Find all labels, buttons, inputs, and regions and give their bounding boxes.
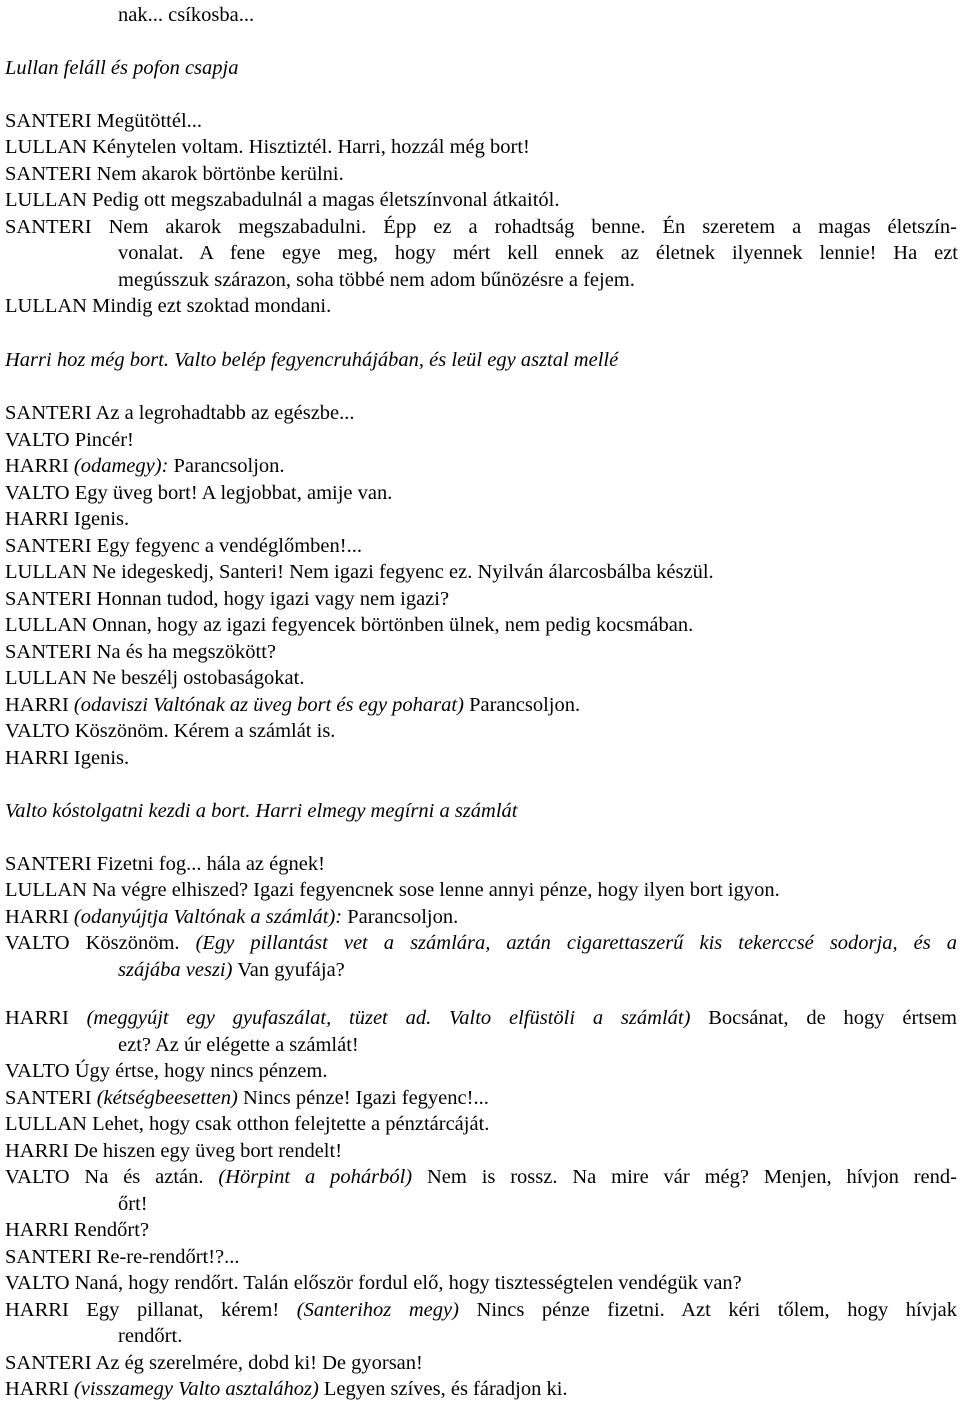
text-line bbox=[5, 55, 238, 81]
text-line bbox=[118, 1323, 182, 1349]
text-line bbox=[5, 480, 392, 506]
stage-direction: Valto kóstolgatni kezdi a bort. Harri elmegy megírni a számlát bbox=[5, 800, 518, 822]
stage-direction: Lullan feláll és pofon csapja bbox=[5, 57, 239, 79]
text-line bbox=[5, 161, 344, 187]
text-line bbox=[118, 240, 958, 266]
dialogue-text: VALTO Naná, hogy rendőrt. Talán először fordul elő, hogy tisztességtelen vendégük van? bbox=[5, 1272, 742, 1294]
dialogue-text: LULLAN Ne beszélj ostobaságokat. bbox=[5, 667, 305, 689]
dialogue-text: Parancsoljon. bbox=[463, 694, 581, 716]
stage-direction: (Hörpint a pohárból) bbox=[218, 1166, 413, 1188]
text-line bbox=[5, 347, 618, 373]
stage-direction: (meggyújt egy gyufaszálat, tüzet ad. Valto elfüstöli a számlát) bbox=[86, 1007, 691, 1029]
text-line bbox=[5, 1085, 489, 1111]
dialogue-text: HARRI bbox=[5, 1007, 87, 1029]
dialogue-text: SANTERI bbox=[5, 1087, 97, 1109]
text-line bbox=[5, 904, 458, 930]
dialogue-text: SANTERI Nem akarok megszabadulni. Épp ez a rohadtság benne. Én szeretem a magas életszín- bbox=[5, 216, 957, 238]
dialogue-text: LULLAN Mindig ezt szoktad mondani. bbox=[5, 295, 332, 317]
text-line bbox=[5, 639, 276, 665]
text-line bbox=[5, 427, 134, 453]
dialogue-text: HARRI Egy pillanat, kérem! bbox=[5, 1299, 297, 1321]
dialogue-text: SANTERI Az ég szerelmére, dobd ki! De gyorsan! bbox=[5, 1352, 423, 1374]
text-line bbox=[5, 612, 693, 638]
dialogue-text: Legyen szíves, és fáradjon ki. bbox=[318, 1378, 568, 1400]
text-line bbox=[118, 2, 254, 28]
dialogue-text: HARRI bbox=[5, 906, 74, 928]
dialogue-text: VALTO Köszönöm. bbox=[5, 932, 196, 954]
stage-direction: Harri hoz még bort. Valto belép fegyencruhájában, és leül egy asztal mellé bbox=[5, 349, 619, 371]
stage-direction: (odanyújtja Valtónak a számlát): bbox=[73, 906, 343, 928]
dialogue-text: Parancsoljon. bbox=[168, 455, 285, 477]
stage-direction: (visszamegy Valto asztalához) bbox=[73, 1378, 319, 1400]
dialogue-text: Nincs pénze fizetni. Azt kéri tőlem, hogy hívjak bbox=[458, 1299, 958, 1321]
dialogue-text: SANTERI Honnan tudod, hogy igazi vagy nem igazi? bbox=[5, 588, 450, 610]
text-line bbox=[5, 1164, 957, 1190]
text-line bbox=[5, 930, 957, 956]
stage-direction: (odaviszi Valtónak az üveg bort és egy poharat) bbox=[73, 694, 464, 716]
text-line bbox=[5, 1217, 149, 1243]
dialogue-text: VALTO Pincér! bbox=[5, 429, 134, 451]
dialogue-text: SANTERI Az a legrohadtabb az egészbe... bbox=[5, 402, 355, 424]
dialogue-text: nak... csíkosba... bbox=[118, 4, 255, 26]
text-line bbox=[5, 692, 580, 718]
dialogue-text: Bocsánat, de hogy értsem bbox=[690, 1007, 957, 1029]
text-line bbox=[118, 1191, 148, 1217]
stage-direction: (Santerihoz megy) bbox=[296, 1299, 459, 1321]
dialogue-text: rendőrt. bbox=[118, 1325, 183, 1347]
stage-direction: (odamegy): bbox=[73, 455, 169, 477]
text-line bbox=[5, 1376, 568, 1402]
text-line bbox=[5, 665, 304, 691]
dialogue-text: Parancsoljon. bbox=[342, 906, 459, 928]
dialogue-text: LULLAN Na végre elhiszed? Igazi fegyencnek sose lenne annyi pénze, hogy ilyen bort igyon. bbox=[5, 879, 780, 901]
dialogue-text: őrt! bbox=[118, 1193, 148, 1215]
dialogue-text: HARRI bbox=[5, 694, 74, 716]
dialogue-text: ezt? Az úr elégette a számlát! bbox=[118, 1034, 359, 1056]
dialogue-text: SANTERI Egy fegyenc a vendéglőmben!... bbox=[5, 535, 362, 557]
dialogue-text: vonalat. A fene egye meg, hogy mért kell ennek az életnek ilyennek lennie! Ha ezt bbox=[118, 242, 958, 264]
dialogue-text: megússzuk szárazon, soha többé nem adom bűnözésre a fejem. bbox=[118, 269, 635, 291]
text-line bbox=[5, 798, 517, 824]
dialogue-text: LULLAN Ne idegeskedj, Santeri! Nem igazi fegyenc ez. Nyilván álarcosbálba készül. bbox=[5, 561, 714, 583]
text-line bbox=[5, 453, 285, 479]
text-line bbox=[118, 957, 345, 983]
dialogue-text: HARRI bbox=[5, 455, 74, 477]
text-line bbox=[5, 214, 957, 240]
text-line bbox=[5, 1270, 742, 1296]
text-line bbox=[5, 586, 449, 612]
dialogue-text: HARRI Igenis. bbox=[5, 508, 130, 530]
text-line bbox=[5, 1058, 327, 1084]
dialogue-text: SANTERI Re-re-rendőrt!?... bbox=[5, 1246, 240, 1268]
text-line bbox=[5, 187, 559, 213]
text-line bbox=[5, 108, 202, 134]
dialogue-text: LULLAN Lehet, hogy csak otthon felejtette a pénztárcáját. bbox=[5, 1113, 490, 1135]
text-line bbox=[5, 1350, 423, 1376]
stage-direction: (kétségbeesetten) bbox=[96, 1087, 238, 1109]
dialogue-text: HARRI Igenis. bbox=[5, 747, 130, 769]
dialogue-text: HARRI De hiszen egy üveg bort rendelt! bbox=[5, 1140, 343, 1162]
text-line bbox=[5, 877, 780, 903]
text-line bbox=[5, 745, 129, 771]
dialogue-text: HARRI Rendőrt? bbox=[5, 1219, 150, 1241]
dialogue-text: VALTO Egy üveg bort! A legjobbat, amije van. bbox=[5, 482, 393, 504]
dialogue-text: Nincs pénze! Igazi fegyenc!... bbox=[237, 1087, 489, 1109]
text-line bbox=[5, 506, 129, 532]
dialogue-text: HARRI bbox=[5, 1378, 74, 1400]
dialogue-text: LULLAN Kénytelen voltam. Hisztiztél. Harri, hozzál még bort! bbox=[5, 136, 530, 158]
dialogue-text: SANTERI Na és ha megszökött? bbox=[5, 641, 276, 663]
text-line bbox=[5, 1138, 342, 1164]
text-line bbox=[5, 1005, 957, 1031]
dialogue-text: LULLAN Onnan, hogy az igazi fegyencek börtönben ülnek, nem pedig kocsmában. bbox=[5, 614, 694, 636]
text-line bbox=[5, 293, 331, 319]
dialogue-text: SANTERI Nem akarok börtönbe kerülni. bbox=[5, 163, 344, 185]
stage-direction: szájába veszi) bbox=[118, 959, 233, 981]
dialogue-text: VALTO Na és aztán. bbox=[5, 1166, 219, 1188]
text-line bbox=[118, 267, 635, 293]
text-line bbox=[5, 718, 335, 744]
text-line bbox=[5, 134, 530, 160]
text-line bbox=[118, 1032, 359, 1058]
dialogue-text: SANTERI Fizetni fog... hála az égnek! bbox=[5, 853, 325, 875]
stage-direction: (Egy pillantást vet a számlára, aztán cigarettaszerű kis tekerccsé sodorja, és a bbox=[195, 932, 958, 954]
dialogue-text: LULLAN Pedig ott megszabadulnál a magas életszínvonal átkaitól. bbox=[5, 189, 560, 211]
text-line bbox=[5, 1244, 240, 1270]
text-line bbox=[5, 1111, 489, 1137]
dialogue-text: SANTERI Megütöttél... bbox=[5, 110, 203, 132]
dialogue-text: VALTO Úgy értse, hogy nincs pénzem. bbox=[5, 1060, 328, 1082]
text-line bbox=[5, 400, 355, 426]
text-line bbox=[5, 559, 714, 585]
text-line bbox=[5, 851, 325, 877]
dialogue-text: Nem is rossz. Na mire vár még? Menjen, hívjon rend- bbox=[412, 1166, 957, 1188]
dialogue-text: Van gyufája? bbox=[232, 959, 345, 981]
text-line bbox=[5, 1297, 957, 1323]
dialogue-text: VALTO Köszönöm. Kérem a számlát is. bbox=[5, 720, 336, 742]
text-line bbox=[5, 533, 362, 559]
